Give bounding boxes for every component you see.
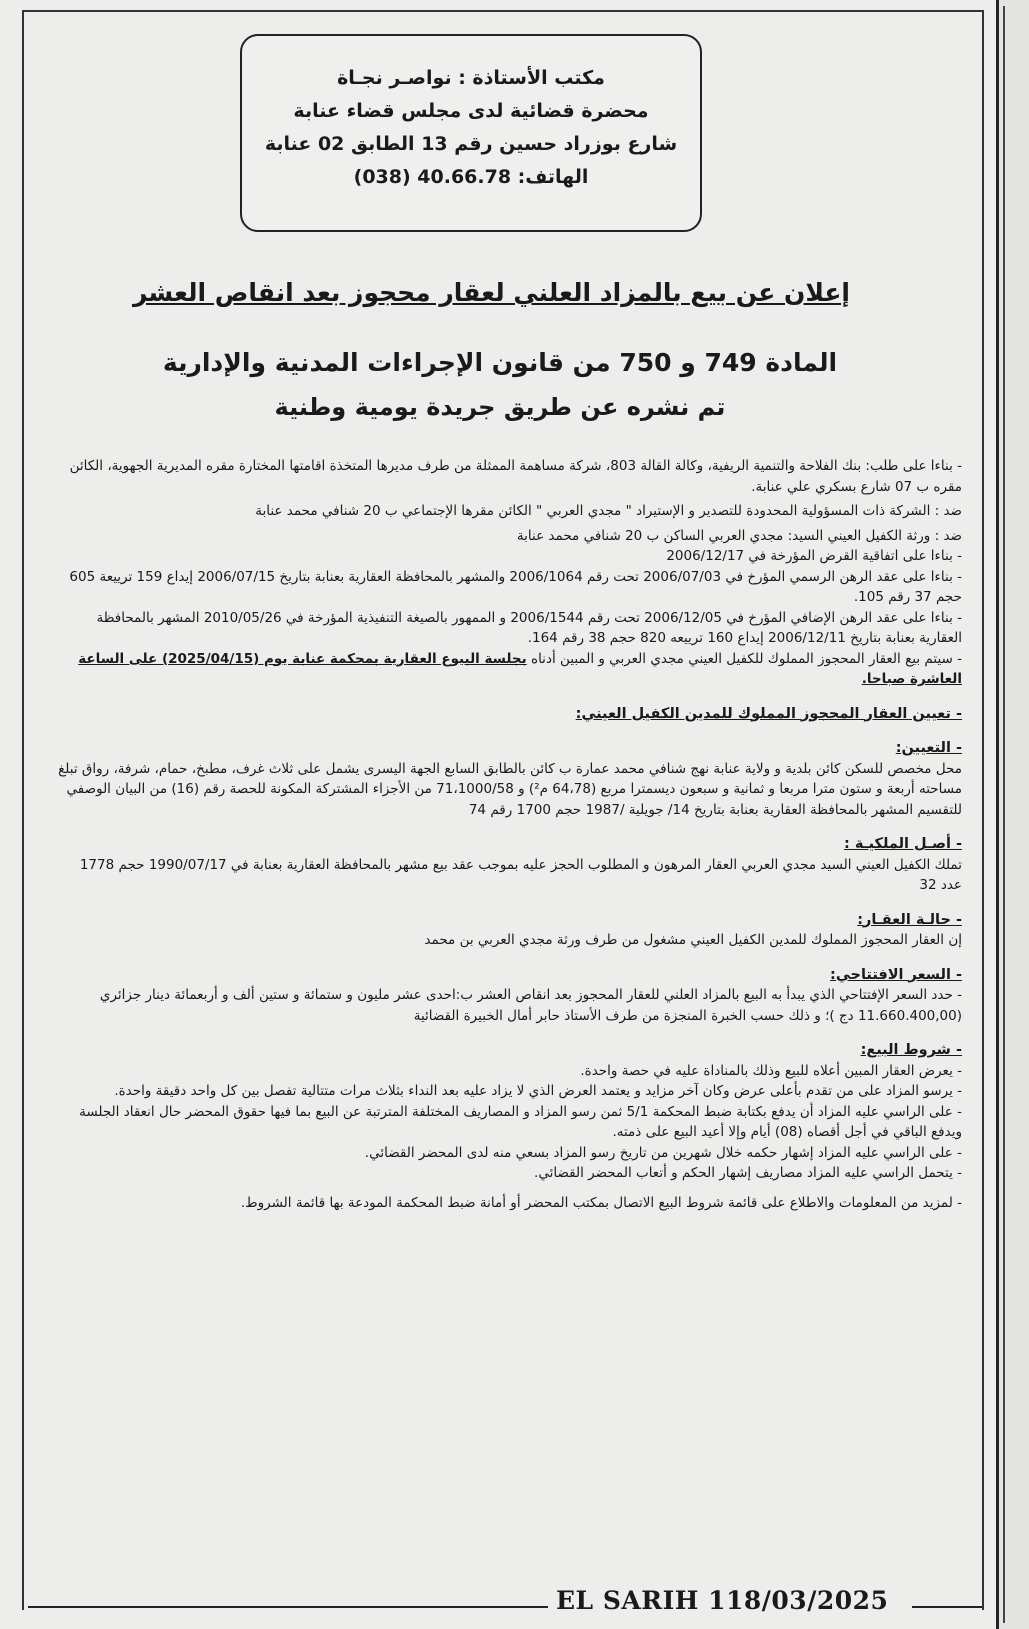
condition-single-lot: - يعرض العقار المبين أعلاه للبيع وذلك بالمناداة عليه في حصة واحدة. [580,1062,962,1079]
more-information-paragraph: - لمزيد من المعلومات والاطلاع على قائمة شروط البيع الاتصال بمكتب المحضر أو أمانة ضبط المحكمة المودعة بها قائمة الشروط. [240,1194,962,1211]
office-phone: الهاتف: 40.66.78 (038) [353,166,589,188]
announcement-title: إعلان عن بيع بالمزاد العلني لعقار محجوز بعد انقاص العشر [132,278,850,307]
defendant-company-paragraph: ضد : الشركة ذات المسؤولية المحدودة للتصدير و الإستيراد " مجدي العربي " الكائن مقرها الإجتماعي ب 20 شنافي محمد عنابة [255,503,962,519]
publication-note: تم نشره عن طريق جريدة يومية وطنية [274,393,726,421]
office-name: مكتب الأستاذة : نواصـر نجـاة [337,67,605,89]
ownership-origin-heading: - أصـل الملكيـة : [844,836,962,852]
property-status-paragraph: إن العقار المحجوز المملوك للمدين الكفيل العيني مشغول من طرف ورثة مجدي العربي بن محمد [424,932,962,948]
footer-rule-right [912,1606,982,1608]
footer-rule-left [28,1606,548,1608]
loan-agreement-paragraph: - بناءا على اتفاقية القرض المؤرخة في 2006/12/17 [666,548,962,564]
designation-paragraph: محل مخصص للسكن كائن بلدية و ولاية عنابة نهج شنافي محمد عمارة ب كائن بالطابق السابع الجهة اليسرى يشمل على ثلاث غرف، مطبخ، حمام، شرفة، رواق تبلغ مساحته أربعة و ستون مترا مربعا و ثمانية و سبعون ديسمترا مربع (64،78 م²) و 71،1000/58 من الأجزاء المشتركة المكونة للحصة رقم (16) من البيان الوصفي للتقسيم المشهر بالمحافظة العقارية بعنابة بتاريخ 14/ جويلية /1987 حجم 1700 رقم 74 [58,760,962,818]
condition-publication: - على الراسي عليه المزاد إشهار حكمه خلال شهرين من تاريخ رسو المزاد بسعي منه لدى المحضر القضائي. [364,1144,962,1161]
applicant-paragraph: - بناءا على طلب: بنك الفلاحة والتنمية الريفية، وكالة القالة 803، شركة مساهمة الممثلة من طرف مديرها المتخذة اقامتها المختارة مقره المديرية الجهوية، الكائن مقره ب 07 شارع بسكري علي عنابة. [69,458,962,495]
bailiff-office-box [240,34,702,232]
newspaper-footer: EL SARIH 118/03/2025 [556,1586,889,1615]
property-designation-heading: - تعيين العقار المحجوز المملوك للمدين الكفيل العيني: [575,705,962,722]
adjacent-column-edge [996,0,1029,1629]
office-address: شارع بوزراد حسين رقم 13 الطابق 02 عنابة [264,133,678,155]
condition-payment: - على الراسي عليه المزاد أن يدفع بكتابة ضبط المحكمة 5/1 ثمن رسو المزاد و المصاريف المختلفة المترتبة عن البيع بما فيها حقوق المحضر حال انعقاد الجلسة ويدفع الباقي في أجل أقصاه (08) أيام وإلا أعيد البيع على ذمته. [79,1103,962,1140]
property-status-heading: - حالـة العقـار: [857,911,962,928]
opening-price-paragraph: - حدد السعر الإفتتاحي الذي يبدأ به البيع بالمزاد العلني للعقار المحجوز بعد انقاص العشر ب:احدى عشر مليون و ستمائة و ستين ألف و أربعمائة دينار جزائري (11.660.400,00 دج )؛ و ذلك حسب الخبرة المنجزة من طرف الأستاذ حابر أمال الخبيرة القضائية [99,987,962,1024]
legal-article-reference: المادة 749 و 750 من قانون الإجراءات المدنية والإدارية [162,348,838,377]
condition-fees: - يتحمل الراسي عليه المزاد مصاريف إشهار الحكم و أتعاب المحضر القضائي. [534,1165,962,1181]
mortgage-paragraph: - بناءا على عقد الرهن الرسمي المؤرخ في 2006/07/03 تحت رقم 2006/1064 والمشهر بالمحافظة العقارية بعنابة بتاريخ 2006/07/15 إيداع 159 ترييعة 605 حجم 37 رقم 105. [69,568,962,605]
ownership-origin-paragraph: تملك الكفيل العيني السيد مجدي العربي العقار المرهون و المطلوب الحجز عليه بموجب عقد بيع مشهر بالمحافظة العقارية بعنابة في 1990/07/17 حجم 1778 عدد 32 [79,856,962,893]
sale-conditions-heading: - شروط البيع: [860,1042,962,1058]
condition-highest-bid: - يرسو المزاد على من تقدم بأعلى عرض وكان آخر مزايد و يعتمد العرض الذي لا يزاد عليه بعد النداء بثلاث مرات متتالية تفصل بين كل واحد دقيقة واحدة. [114,1083,962,1099]
opening-price-heading: - السعر الافتتاحي: [830,966,962,983]
sale-session-paragraph: - سيتم بيع العقار المحجوز المملوك للكفيل العيني مجدي العربي و المبين أدناه بجلسة البيوع العقارية بمحكمة عنابة يوم (2025/04/15) على الساعة العاشرة صباحا. [78,650,962,687]
designation-heading: - التعيين: [895,740,962,756]
announcement-body [58,456,962,1213]
additional-mortgage-paragraph: - بناءا على عقد الرهن الإضافي المؤرخ في 2006/12/05 تحت رقم 2006/1544 و الممهور بالصيغة التنفيذية المؤرخة في 2010/05/26 المشهر بالمحافظة العقارية بعنابة بتاريخ 2006/12/11 إيداع 160 ترييعه 820 حجم 38 رقم 164. [96,609,962,646]
defendant-heirs-paragraph: ضد : ورثة الكفيل العيني السيد: مجدي العربي الساكن ب 20 شنافي محمد عنابة [516,527,962,544]
office-title: محضرة قضائية لدى مجلس قضاء عنابة [293,100,649,122]
